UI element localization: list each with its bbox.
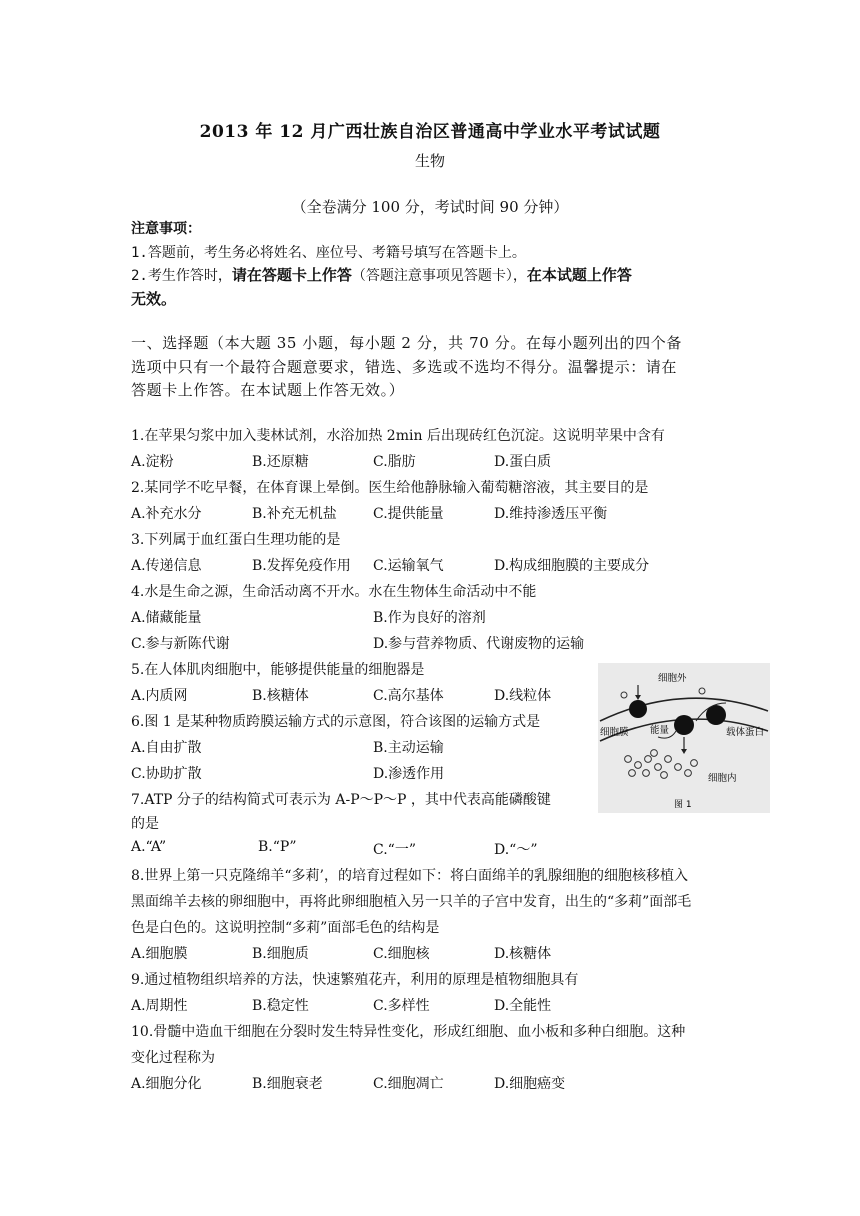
question-8-option-c: C.细胞核 [373,946,430,962]
question-10-option-d: D.细胞癌变 [494,1076,566,1092]
question-4-option-d: D.参与营养物质、代谢废物的运输 [373,636,585,652]
notes-heading: 注意事项： [131,221,201,237]
question-7-option-c: C.“一” [373,842,416,858]
label-energy: 能量 [650,725,670,736]
question-8-stem-line-1: 8.世界上第一只克隆绵羊“多莉’，的培育过程如下：将白面绵羊的乳腺细胞的细胞核移植入 [131,868,688,884]
question-8-option-d: D.核糖体 [494,946,552,962]
question-10-option-b: B.细胞衰老 [252,1076,323,1092]
question-4-stem: 4.水是生命之源，生命活动离不开水。水在生物体生命活动中不能 [131,584,537,600]
question-5-option-b: B.核糖体 [252,688,309,704]
note-item-2-part-c: （答题注意事项见答题卡）， [351,268,527,284]
subject-label: 生物 [414,152,445,170]
question-10-option-a: A.细胞分化 [131,1076,202,1092]
note-item-2-part-a: 2.考生作答时， [131,268,232,284]
question-3-option-b: B.发挥免疫作用 [252,558,351,574]
question-8-option-a: A.细胞膜 [131,946,188,962]
carrier-protein-left [629,700,647,718]
question-7-stem-line-2: 的是 [131,816,159,832]
question-7-stem-line-1: 7.ATP 分子的结构简式可表示为 A-P～P～P ，其中代表高能磷酸键 [131,792,551,808]
question-6-option-d: D.渗透作用 [373,766,445,782]
question-9-option-b: B.稳定性 [252,998,309,1014]
section-1-line-2: 选项中只有一个最符合题意要求，错选、多选或不选均不得分。温馨提示：请在 [131,358,678,376]
question-9-stem: 9.通过植物组织培养的方法，快速繁殖花卉，利用的原理是植物细胞具有 [131,972,579,988]
question-5-stem: 5.在人体肌肉细胞中，能够提供能量的细胞器是 [131,662,425,678]
question-1-option-b: B.还原糖 [252,454,309,470]
question-2-option-b: B.补充无机盐 [252,506,337,522]
note-item-2-part-d: 在本试题上作答 [526,266,632,284]
question-7-option-b: B.“P” [258,839,297,855]
note-item-2 [131,264,632,285]
question-6-option-c: C.协助扩散 [131,766,202,782]
figure-1-transport-diagram [598,663,770,813]
question-9-option-a: A.周期性 [131,998,188,1014]
question-4-option-a: A.储藏能量 [131,610,202,626]
section-1-line-1: 一、选择题（本大题 35 小题，每小题 2 分，共 70 分。在每小题列出的四个备 [131,334,682,352]
label-outside: 细胞外 [658,673,687,684]
question-6-option-b: B.主动运输 [373,740,444,756]
question-9-option-c: C.多样性 [373,998,430,1014]
question-2-option-a: A.补充水分 [131,506,202,522]
label-inside: 细胞内 [708,773,737,784]
question-1-stem: 1.在苹果匀浆中加入斐林试剂，水浴加热 2min 后出现砖红色沉淀。这说明苹果中含有 [131,428,665,444]
question-8-stem-line-2: 黑面绵羊去核的卵细胞中，再将此卵细胞植入另一只羊的子宫中发育，出生的“多莉”面部毛 [131,894,692,910]
question-2-stem: 2.某同学不吃早餐，在体育课上晕倒。医生给他静脉输入葡萄糖溶液，其主要目的是 [131,480,649,496]
note-item-1: 1.答题前，考生务必将姓名、座位号、考籍号填写在答题卡上。 [131,245,526,261]
question-9-option-d: D.全能性 [494,998,552,1014]
question-10-option-c: C.细胞凋亡 [373,1076,444,1092]
question-3-option-c: C.运输氧气 [373,558,444,574]
question-4-option-b: B.作为良好的溶剂 [373,610,486,626]
question-4-option-c: C.参与新陈代谢 [131,636,230,652]
question-7-option-a: A.“A” [131,839,167,855]
question-6-option-a: A.自由扩散 [131,740,202,756]
question-5-option-c: C.高尔基体 [373,688,444,704]
question-5-option-d: D.线粒体 [494,688,552,704]
label-carrier-protein: 载体蛋白 [726,727,765,738]
question-1-option-d: D.蛋白质 [494,454,552,470]
question-10-stem-line-1: 10.骨髓中造血干细胞在分裂时发生特异性变化，形成红细胞、血小板和多种白细胞。这种 [131,1024,686,1040]
question-6-stem: 6.图 1 是某种物质跨膜运输方式的示意图，符合该图的运输方式是 [131,714,541,730]
question-8-stem-line-3: 色是白色的。这说明控制“多莉”面部毛色的结构是 [131,920,440,936]
note-item-2-part-b: 请在答题卡上作答 [231,266,352,284]
note-item-2-part-e: 无效。 [131,290,177,308]
question-2-option-c: C.提供能量 [373,506,444,522]
question-8-option-b: B.细胞质 [252,946,309,962]
question-1-option-a: A.淀粉 [131,454,174,470]
question-7-option-d: D.“～” [494,842,538,858]
question-3-stem: 3.下列属于血红蛋白生理功能的是 [131,532,341,548]
question-3-option-d: D.构成细胞膜的主要成分 [494,558,650,574]
question-2-option-d: D.维持渗透压平衡 [494,506,608,522]
label-membrane: 细胞膜 [600,727,629,738]
question-5-option-a: A.内质网 [131,688,188,704]
question-10-stem-line-2: 变化过程称为 [131,1050,215,1066]
question-3-option-a: A.传递信息 [131,558,202,574]
page-title: 2013 年 12 月广西壮族自治区普通高中学业水平考试试题 [199,122,661,142]
carrier-protein-center [674,715,694,735]
question-1-option-c: C.脂肪 [373,454,416,470]
figure-caption: 图 1 [674,800,692,810]
section-1-line-3: 答题卡上作答。在本试题上作答无效。） [131,381,405,399]
full-mark-info: （全卷满分 100 分，考试时间 90 分钟） [291,198,569,216]
